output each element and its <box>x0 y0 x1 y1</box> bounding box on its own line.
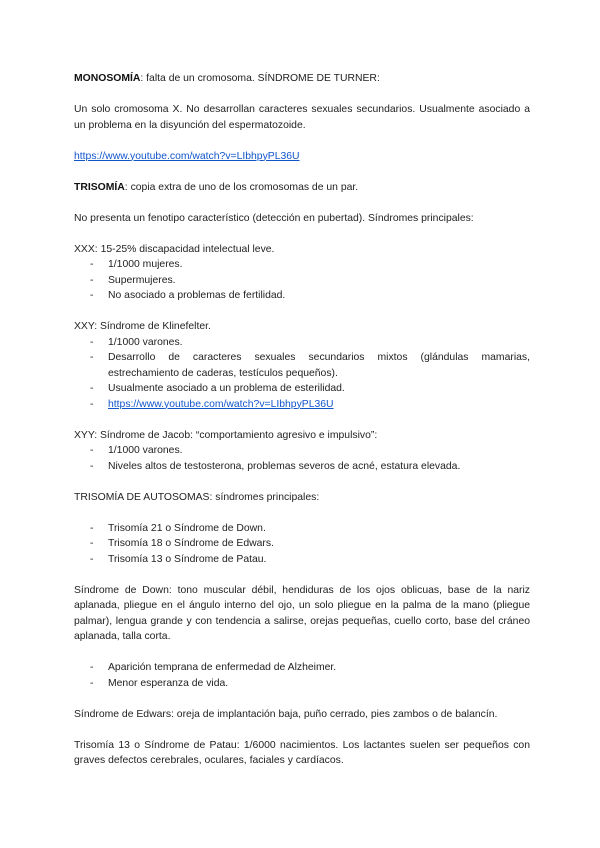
dash-bullet: - <box>90 336 94 348</box>
list-item-text: Supermujeres. <box>108 274 176 286</box>
list-item-text: Aparición temprana de enfermedad de Alzheimer. <box>108 662 337 673</box>
monosomia-link-paragraph <box>74 149 530 165</box>
dash-bullet: - <box>90 259 94 270</box>
dash-bullet: - <box>90 383 94 394</box>
monosomia-video-link[interactable]: https://www.youtube.com/watch?v=LIbhpyPL36U <box>74 150 300 162</box>
monosomia-definition <box>74 71 530 87</box>
xxx-list <box>74 257 530 304</box>
list-item <box>74 443 530 459</box>
monosomia-description: Un solo cromosoma X. No desarrollan caracteres sexuales secundarios. Usualmente asociado a un problema en la disyunción del espermatozoide. <box>74 104 530 131</box>
list-item <box>74 536 530 552</box>
dash-bullet: - <box>90 460 94 472</box>
patau-description: Trisomía 13 o Síndrome de Patau: 1/6000 nacimientos. Los lactantes suelen ser pequeños con graves defectos cerebrales, oculares, faciales y cardíacos. <box>74 739 530 766</box>
list-item-text: Trisomía 21 o Síndrome de Down. <box>108 522 266 534</box>
xyy-list <box>74 443 530 474</box>
dash-bullet: - <box>90 553 94 565</box>
list-item-text: Trisomía 13 o Síndrome de Patau. <box>108 553 267 565</box>
dash-bullet: - <box>90 290 94 301</box>
xxy-heading: XXY: Síndrome de Klinefelter. <box>74 321 211 332</box>
trisomia-definition <box>74 180 530 196</box>
list-item <box>74 273 530 289</box>
list-item-text: Menor esperanza de vida. <box>108 677 229 689</box>
autosomas-heading: TRISOMÍA DE AUTOSOMAS: síndromes principales: <box>74 491 320 503</box>
list-item <box>74 350 530 381</box>
xxx-heading: XXX: 15-25% discapacidad intelectual leve. <box>74 243 275 255</box>
trisomia-term: TRISOMÍA <box>74 181 125 193</box>
list-item-text: 1/1000 mujeres. <box>108 259 183 270</box>
list-item-text: Trisomía 18 o Síndrome de Edwars. <box>108 538 274 549</box>
list-item <box>74 397 530 413</box>
edwars-description: Síndrome de Edwars: oreja de implantación baja, puño cerrado, pies zambos o de balancín. <box>74 708 498 720</box>
xyy-heading: XYY: Síndrome de Jacob: “comportamiento agresivo e impulsivo”: <box>74 429 378 441</box>
dash-bullet: - <box>90 538 94 549</box>
dash-bullet: - <box>90 522 94 534</box>
down-list <box>74 660 530 691</box>
list-item <box>74 676 530 692</box>
monosomia-term: MONOSOMÍA <box>74 73 141 84</box>
list-item-text: Desarrollo de caracteres sexuales secundarios mixtos (glándulas mamarias, estrechamiento de caderas, testículos pequeños). <box>108 352 530 379</box>
dash-bullet: - <box>90 352 94 363</box>
monosomia-definition-text: : falta de un cromosoma. SÍNDROME DE TURNER: <box>140 73 380 84</box>
list-item <box>74 552 530 568</box>
list-item-text: No asociado a problemas de fertilidad. <box>108 290 286 301</box>
dash-bullet: - <box>90 445 94 456</box>
dash-bullet: - <box>90 274 94 286</box>
trisomia-description: No presenta un fenotipo característico (detección en pubertad). Síndromes principales: <box>74 212 474 224</box>
trisomia-definition-text: : copia extra de uno de los cromosomas de un par. <box>124 181 359 193</box>
xxy-video-link[interactable]: https://www.youtube.com/watch?v=LIbhpyPL36U <box>108 398 334 410</box>
list-item <box>74 521 530 537</box>
list-item <box>74 257 530 273</box>
list-item-text: 1/1000 varones. <box>108 336 183 348</box>
autosomas-list <box>74 521 530 568</box>
dash-bullet: - <box>90 398 94 410</box>
list-item <box>74 660 530 676</box>
down-description: Síndrome de Down: tono muscular débil, hendiduras de los ojos oblicuas, base de la nariz aplanada, pliegue en el ángulo interno del ojo, un solo pliegue en la palma de la mano (pliegue palmar), lengua grande y con tendencia a salirse, orejas pequeñas, cuello corto, base del cráneo aplanada, talla corta. <box>74 584 530 642</box>
list-item-text: Niveles altos de testosterona, problemas severos de acné, estatura elevada. <box>108 460 461 472</box>
dash-bullet: - <box>90 662 94 673</box>
xxy-list <box>74 335 530 413</box>
list-item <box>74 459 530 475</box>
document-body <box>74 71 530 784</box>
list-item-text: Usualmente asociado a un problema de esterilidad. <box>108 383 345 394</box>
list-item <box>74 335 530 351</box>
list-item <box>74 381 530 397</box>
dash-bullet: - <box>90 677 94 689</box>
list-item-text: 1/1000 varones. <box>108 445 183 456</box>
list-item <box>74 288 530 304</box>
